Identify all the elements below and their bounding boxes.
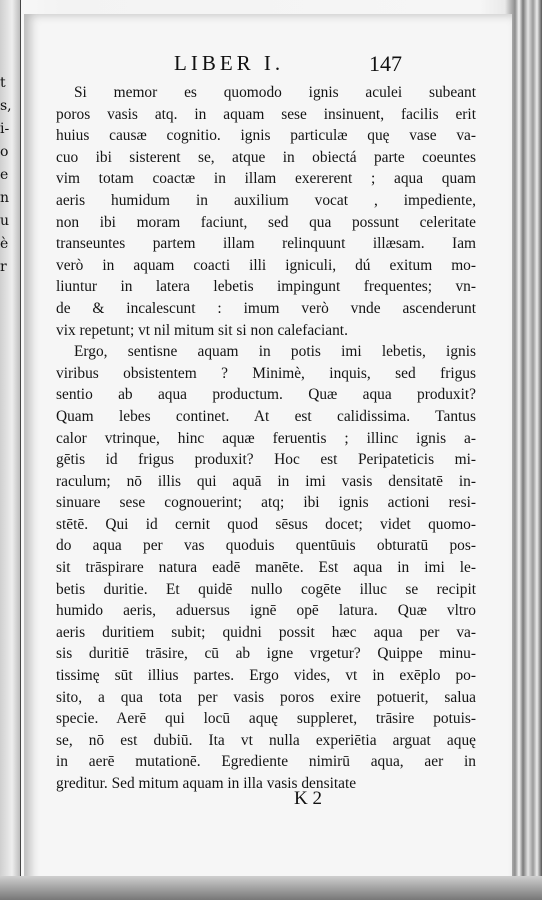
text-line: viribus obsistentem ? Minimè, inquis, sed frigus: [56, 364, 476, 382]
text-line: humido aeris, aduersus ignē opē latura. Quæ vltro: [56, 602, 476, 620]
text-line: cuo ibi sisterent se, atque in obiectá parte coeuntes: [56, 148, 476, 166]
text-line: betis duritie. Et quidē nullo cogēte illuc se recipit: [56, 580, 476, 598]
text-line: poros vasis atq. in aquam sese insinuent, facilis erit: [56, 105, 476, 123]
text-line: vim totam coactæ in illam exererent ; aqua quam: [56, 170, 476, 188]
text-line: specie. Aerē qui locū aquę suppleret, trāsire potuis-: [56, 710, 476, 728]
text-line: Si memor es quomodo ignis aculei subeant: [74, 84, 476, 101]
text-line: greditur. Sed mitum aquam in illa vasis densitate: [56, 775, 357, 792]
text-line: de & incalescunt : imum verò vnde ascenderunt: [56, 299, 476, 317]
text-line: do aqua per vas quoduis quentūuis obturatū pos-: [56, 537, 476, 555]
paragraph: [56, 82, 476, 341]
text-line: raculum; nō illis qui aquā in imi vasis densitatē in-: [56, 472, 476, 490]
left-margin-char: t: [0, 75, 6, 91]
text-line: Quam lebes continet. At est calidissima. Tantus: [56, 407, 476, 425]
paragraph: [56, 341, 476, 794]
text-line: se, nō est dubiū. Ita vt nulla experiētia arguat aquę: [56, 731, 476, 749]
left-margin-char: o: [0, 144, 9, 160]
left-margin-char: u: [0, 213, 10, 229]
text-line: tissimę sūt illius partes. Ergo vides, vt in exēplo po-: [56, 667, 476, 685]
text-line: sentio ab aqua productum. Quæ aqua produxit?: [56, 386, 476, 404]
signature-mark: K 2: [294, 788, 322, 809]
left-margin-char: i-: [0, 121, 10, 137]
page-number: 147: [369, 51, 402, 76]
page-147: [24, 14, 512, 890]
text-line: sit trāspirare natura eadē manēte. Est aqua in imi le-: [56, 559, 476, 577]
left-margin-char: s,: [0, 98, 12, 114]
text-line: sis duritiē trāsire, cū ab igne vrgetur? Quippe minu-: [56, 645, 476, 663]
text-line: aeris humidum in auxilium vocat , impediente,: [56, 191, 476, 209]
left-margin-char: n: [0, 190, 10, 206]
text-line: huius causæ cognitio. ignis particulæ quę vase va-: [56, 127, 476, 145]
left-margin-char: e: [0, 167, 9, 183]
text-line: sinuare sese cognouerint; atq; ibi ignis actioni resi-: [56, 494, 476, 512]
text-line: vix repetunt; vt nil mitum sit si non calefaciant.: [56, 321, 348, 339]
text-line: liuntur in latera lebetis impingunt frequentes; vn-: [56, 278, 476, 296]
text-line: calor vtrinque, hinc aquæ feruentis ; illinc ignis a-: [56, 429, 476, 447]
left-page-edge: [0, 0, 21, 900]
page-header: [24, 51, 512, 81]
left-margin-char: è: [0, 236, 9, 252]
text-line: Ergo, sentisne aquam in potis imi lebetis, ignis: [74, 343, 476, 361]
left-margin-char: r: [0, 259, 7, 275]
text-line: sito, a qua tota per vasis poros exire potuerit, salua: [56, 688, 476, 706]
text-line: transeuntes partem illam relinquunt illæsam. Iam: [56, 235, 476, 253]
text-line: aeris duritiem subit; quidni possit hæc aqua per va-: [56, 623, 476, 641]
body-text: [56, 82, 476, 795]
book-bottom-edge: [0, 876, 542, 900]
running-head: LIBER I.: [174, 51, 285, 75]
text-line: stētē. Qui id cernit quod sēsus docet; videt quomo-: [56, 515, 476, 533]
left-page-cut-text: [0, 72, 20, 279]
text-line: non ibi moram faciunt, sed qua possunt celeritate: [56, 213, 476, 231]
text-line: in aerē mutationē. Egrediente nimirū aqua, aer in: [56, 753, 476, 771]
text-line: gētis id frigus produxit? Hoc est Peripateticis mi-: [56, 451, 476, 469]
text-line: verò in aquam coacti illi igniculi, dú exitum mo-: [56, 256, 476, 274]
